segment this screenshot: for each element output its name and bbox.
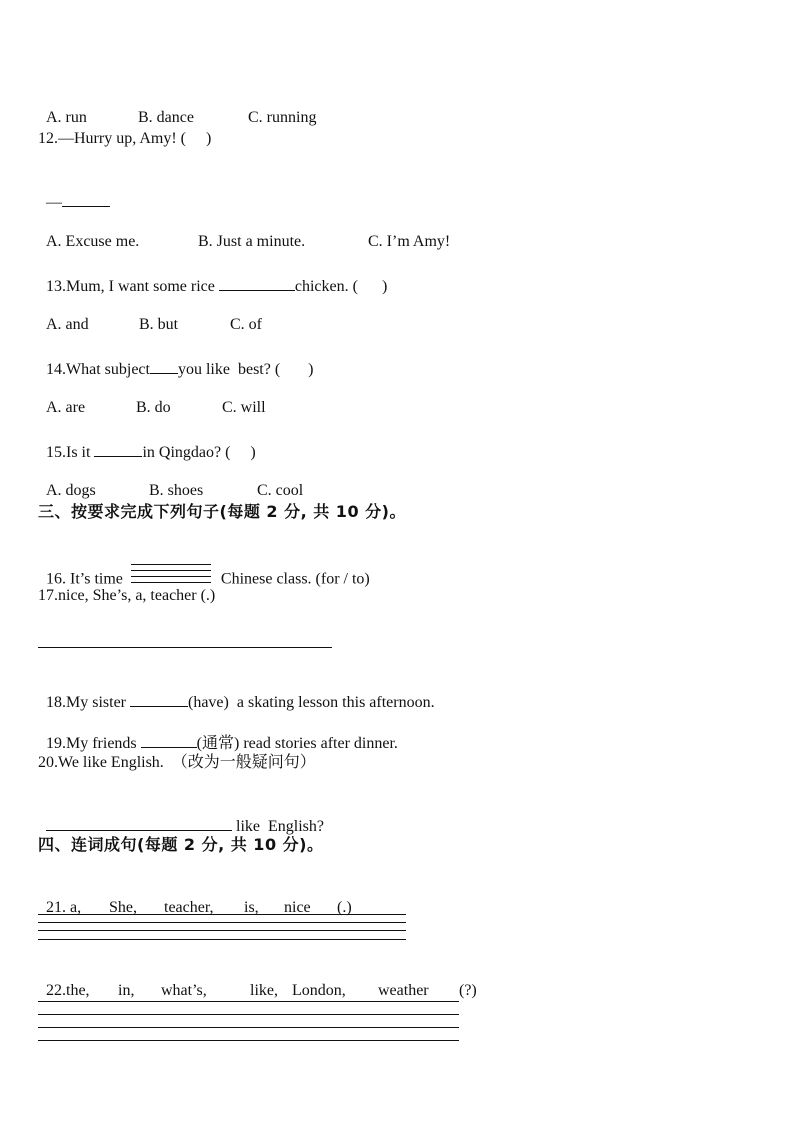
q22-words [38, 961, 477, 1001]
q11-option-b: B. dance [138, 109, 194, 126]
q13-answer-blank[interactable] [219, 274, 295, 291]
q14-text-before: 14.What subject [46, 361, 150, 378]
q12-option-b: B. Just a minute. [198, 233, 306, 250]
q14-option-c: C. will [222, 399, 266, 416]
q21-word: (.) [337, 899, 352, 916]
q12-question: 12.—Hurry up, Amy! ( ) [38, 130, 212, 147]
q19-question [38, 711, 398, 754]
q15-text-before: 15.Is it [46, 444, 95, 461]
q14-option-a: A. are [46, 399, 86, 416]
q15-text-after: in Qingdao? ( ) [142, 444, 256, 461]
q22-word: 22.the, [46, 982, 90, 999]
q21-answer-line[interactable] [38, 939, 406, 940]
q21-word: She, [109, 899, 137, 916]
q13-question [38, 254, 387, 297]
q12-option-c: C. I’m Amy! [368, 233, 451, 250]
q15-options [38, 461, 303, 501]
q17-answer-line[interactable] [38, 647, 332, 648]
q13-text-before: 13.Mum, I want some rice [46, 278, 219, 295]
q22-word: in, [118, 982, 135, 999]
q21-word: is, [244, 899, 259, 916]
q14-option-b: B. do [136, 399, 171, 416]
q19-text-before: 19.My friends [46, 735, 141, 752]
q13-option-a: A. and [46, 316, 89, 333]
q12-options [38, 212, 450, 252]
q22-answer-line[interactable] [38, 1014, 459, 1015]
q18-text-before: 18.My sister [46, 694, 130, 711]
q16-text-after: Chinese class. (for / to) [220, 570, 370, 588]
q21-word: teacher, [164, 899, 214, 916]
q13-option-b: B. but [139, 316, 179, 333]
q16-text-before: 16. It’s time [46, 570, 123, 588]
q14-text-after: you like best? ( ) [177, 361, 314, 378]
q21-word: 21. a, [46, 899, 82, 916]
q18-text-after: (have) a skating lesson this afternoon. [188, 694, 435, 711]
q15-option-a: A. dogs [46, 482, 96, 499]
q22-word: like, [250, 982, 278, 999]
q15-question [38, 420, 256, 463]
q22-word: London, [292, 982, 346, 999]
q18-answer-blank[interactable] [130, 690, 188, 707]
q22-answer-line[interactable] [38, 1027, 459, 1028]
q15-option-b: B. shoes [149, 482, 204, 499]
q12-reply-dash: — [46, 194, 62, 211]
q11-options [38, 88, 316, 128]
q22-word: weather [378, 982, 429, 999]
section-3-title: 三、按要求完成下列句子(每题 2 分, 共 10 分)。 [38, 502, 406, 521]
section-4-title: 四、连词成句(每题 2 分, 共 10 分)。 [38, 835, 324, 854]
q20-answer-blank[interactable] [46, 814, 232, 831]
q14-question [38, 337, 314, 380]
q12-option-a: A. Excuse me. [46, 233, 140, 250]
q21-words [38, 878, 352, 918]
q22-word: (?) [459, 982, 477, 999]
q17-question: 17.nice, She’s, a, teacher (.) [38, 587, 216, 604]
q11-option-a: A. run [46, 109, 87, 126]
q12-answer-blank[interactable] [62, 190, 110, 207]
q21-answer-line[interactable] [38, 922, 406, 923]
q22-answer-line[interactable] [38, 1040, 459, 1041]
q19-text-after: (通常) read stories after dinner. [196, 735, 398, 752]
q13-options [38, 295, 262, 335]
q20-question: 20.We like English. （改为一般疑问句） [38, 754, 316, 771]
q12-reply-line [38, 170, 110, 213]
q22-word: what’s, [161, 982, 207, 999]
q13-text-after: chicken. ( ) [294, 278, 388, 295]
q21-answer-line[interactable] [38, 930, 406, 931]
q14-options [38, 378, 266, 418]
q11-option-c: C. running [248, 109, 317, 126]
q20-answer-line [38, 794, 324, 837]
q18-question [38, 670, 435, 713]
q20-text-after: like English? [232, 818, 324, 835]
q14-answer-blank[interactable] [150, 357, 178, 374]
q15-option-c: C. cool [257, 482, 304, 499]
q19-answer-blank[interactable] [141, 731, 197, 748]
q21-word: nice [284, 899, 311, 916]
q21-answer-line[interactable] [38, 914, 406, 915]
q13-option-c: C. of [230, 316, 262, 333]
q15-answer-blank[interactable] [94, 440, 142, 457]
q22-answer-line[interactable] [38, 1001, 459, 1002]
